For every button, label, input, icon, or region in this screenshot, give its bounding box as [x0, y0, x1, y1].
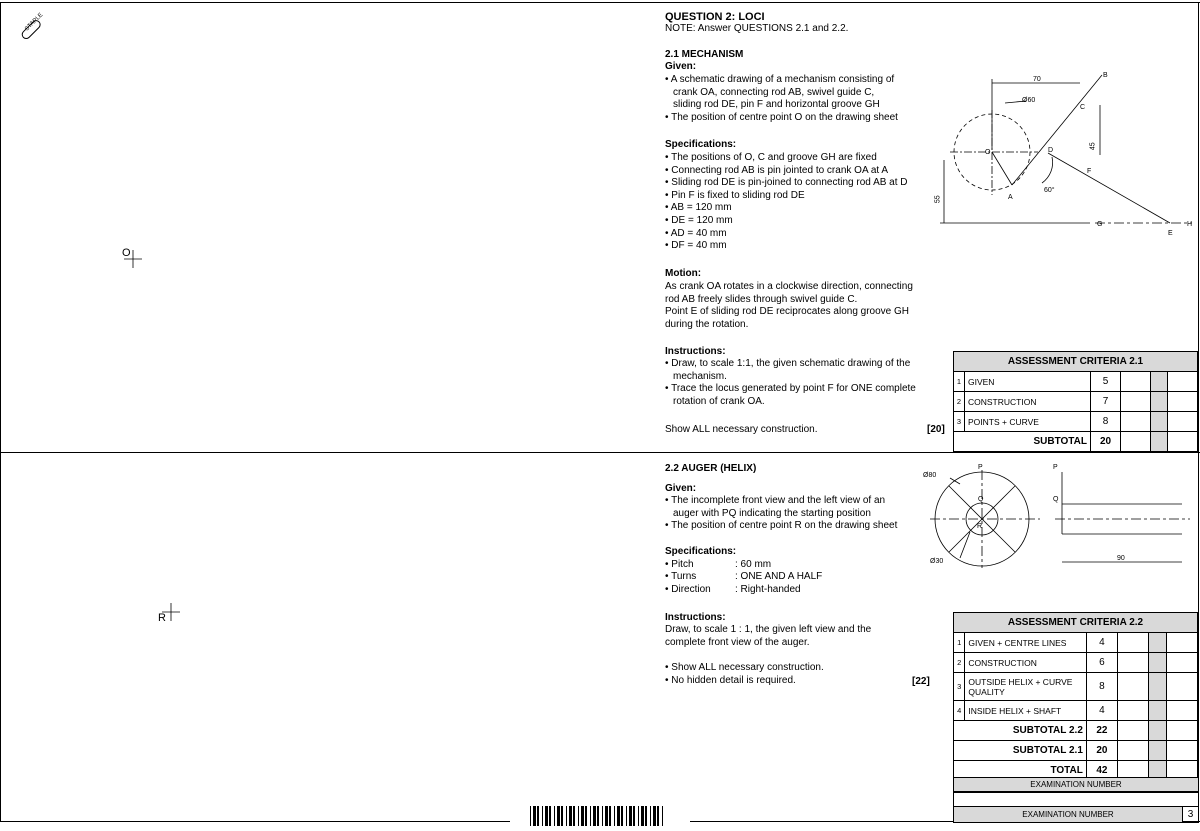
list-item: sliding rod DE, pin F and horizontal groove GH	[673, 99, 880, 111]
mech-label-g: G	[1097, 221, 1103, 228]
barcode-bar	[578, 806, 579, 826]
score-cell[interactable]	[1166, 673, 1197, 701]
assessment-21-title: ASSESSMENT CRITERIA 2.1	[954, 352, 1198, 372]
question-note: NOTE: Answer QUESTIONS 2.1 and 2.2.	[665, 23, 849, 34]
q22-instr-text	[665, 624, 871, 649]
barcode-bar	[549, 806, 551, 826]
barcode-bar	[593, 806, 596, 826]
score-cell[interactable]	[1168, 412, 1198, 432]
mech-label-h: H	[1187, 221, 1193, 228]
barcode-bar	[561, 806, 563, 826]
exam-number-field[interactable]	[953, 791, 1199, 807]
q22-marks: [22]	[912, 676, 930, 687]
q21-title: 2.1 MECHANISM	[665, 49, 744, 60]
q21-show-note: Show ALL necessary construction.	[665, 424, 818, 435]
score-cell[interactable]	[1118, 701, 1149, 721]
mechanism-drawing	[930, 65, 1198, 240]
dim-55-label: 55	[934, 195, 942, 204]
list-item: • DE = 120 mm	[665, 214, 733, 226]
barcode-bar	[629, 806, 632, 826]
q22-given-list	[665, 495, 897, 533]
point-o-cross	[124, 250, 142, 268]
score-cell[interactable]	[1118, 653, 1149, 673]
score-cell[interactable]	[1121, 392, 1151, 412]
barcode-bar	[617, 806, 620, 826]
barcode-bar	[554, 806, 555, 826]
q22-notes	[665, 662, 824, 687]
q21-marks: [20]	[927, 424, 945, 435]
barcode-icon	[530, 806, 665, 826]
table-row: 1 GIVEN 5	[954, 372, 1198, 392]
score-cell[interactable]	[1118, 741, 1149, 761]
point-r-label: R	[158, 612, 166, 624]
table-row: SUBTOTAL 2.2 22	[954, 721, 1198, 741]
auger-drawing	[920, 462, 1190, 572]
score-cell[interactable]	[1166, 633, 1197, 653]
mech-label-f: F	[1087, 168, 1092, 175]
barcode-bar	[569, 806, 572, 826]
table-row: 2 CONSTRUCTION 6	[954, 653, 1198, 673]
barcode-bar	[537, 806, 539, 826]
q21-given-list	[665, 74, 898, 124]
crank-oa	[992, 152, 1012, 185]
barcode-bar	[605, 806, 608, 826]
score-cell[interactable]	[1121, 412, 1151, 432]
page-border-bottom-left	[0, 821, 510, 822]
list-item: during the rotation.	[665, 318, 749, 330]
q22-title: 2.2 AUGER (HELIX)	[665, 463, 757, 474]
list-item: • The incomplete front view and the left view of an	[665, 495, 886, 506]
list-item: auger with PQ indicating the starting position	[673, 507, 871, 519]
table-row: SUBTOTAL 20	[954, 432, 1198, 452]
barcode-bar	[621, 806, 623, 826]
q22-instr-heading: Instructions:	[665, 612, 726, 623]
score-cell[interactable]	[1166, 653, 1197, 673]
barcode-bar	[638, 806, 639, 826]
barcode-bar	[653, 806, 656, 826]
barcode-bar	[566, 806, 567, 826]
question-title: QUESTION 2: LOCI	[665, 11, 765, 23]
barcode-bar	[602, 806, 603, 826]
list-item: • DF = 40 mm	[665, 240, 727, 252]
barcode-bar	[650, 806, 651, 826]
barcode-bar	[662, 806, 663, 826]
mech-label-d: D	[1048, 147, 1054, 154]
score-cell[interactable]	[1118, 673, 1149, 701]
list-item: • The position of centre point R on the drawing sheet	[665, 520, 898, 532]
sliding-rod-de	[1048, 153, 1170, 223]
q21-instr-list	[665, 358, 916, 408]
q21-given-heading: Given:	[665, 61, 697, 72]
list-item: rotation of crank OA.	[673, 395, 765, 407]
list-item: • No hidden detail is required.	[665, 674, 796, 686]
score-cell[interactable]	[1121, 432, 1151, 452]
score-cell[interactable]	[1166, 701, 1197, 721]
q21-instr-heading: Instructions:	[665, 346, 726, 357]
list-item: • The positions of O, C and groove GH are fixed	[665, 152, 877, 163]
assessment-22-title: ASSESSMENT CRITERIA 2.2	[954, 613, 1198, 633]
dim-dia80-label: Ø80	[923, 472, 937, 479]
staple-label: STAPLE	[24, 12, 45, 33]
list-item: • A schematic drawing of a mechanism consisting of	[665, 74, 895, 85]
list-item: As crank OA rotates in a clockwise direction, connecting	[665, 281, 913, 292]
page-border-top	[0, 2, 1200, 3]
score-cell[interactable]	[1121, 372, 1151, 392]
mech-label-b: B	[1103, 72, 1108, 79]
assessment-table-21	[953, 351, 1198, 452]
score-cell[interactable]	[1168, 372, 1198, 392]
auger-label-q-left: Q	[978, 496, 984, 503]
point-o-label: O	[122, 247, 131, 259]
list-item: rod AB freely slides through swivel guide C.	[665, 293, 858, 305]
barcode-bar	[614, 806, 615, 826]
barcode-bar	[633, 806, 635, 826]
q21-motion-heading: Motion:	[665, 268, 702, 279]
angle-60-label: 60°	[1044, 187, 1055, 194]
mech-label-e: E	[1168, 230, 1173, 237]
barcode-bar	[573, 806, 575, 826]
mech-label-a: A	[1008, 194, 1013, 201]
table-row: 3 POINTS + CURVE 8	[954, 412, 1198, 432]
q22-spec-heading: Specifications:	[665, 546, 737, 557]
dim-70-label: 70	[1033, 76, 1041, 83]
barcode-bar	[533, 806, 536, 826]
exam-number-header: EXAMINATION NUMBER	[953, 777, 1199, 793]
section-divider	[0, 452, 1200, 453]
barcode-bar	[542, 806, 543, 826]
list-item: • Pin F is fixed to sliding rod DE	[665, 189, 805, 201]
score-cell[interactable]	[1168, 392, 1198, 412]
barcode-bar	[609, 806, 611, 826]
table-row: TOTAL 42	[954, 761, 1198, 781]
dim-dia30-label: Ø30	[930, 558, 944, 565]
barcode-bar	[597, 806, 599, 826]
list-item: Point E of sliding rod DE reciprocates along groove GH	[665, 306, 910, 318]
page-border-left	[0, 2, 1, 822]
point-r-cross	[162, 603, 180, 621]
dim-90-label: 90	[1117, 555, 1125, 562]
barcode-bar	[545, 806, 548, 826]
angle-arc	[1042, 157, 1053, 183]
q21-spec-heading: Specifications:	[665, 139, 737, 150]
table-row: 2 CONSTRUCTION 7	[954, 392, 1198, 412]
list-item: • AB = 120 mm	[665, 202, 732, 214]
mech-label-c: C	[1080, 104, 1086, 111]
barcode-bar	[657, 806, 659, 826]
auger-label-p-left: P	[978, 464, 983, 471]
score-cell[interactable]	[1118, 633, 1149, 653]
list-item: complete front view of the auger.	[665, 636, 810, 648]
barcode-bar	[626, 806, 627, 826]
list-item: • Pitch : 60 mm	[665, 559, 772, 570]
list-item: • The position of centre point O on the drawing sheet	[665, 111, 898, 123]
list-item: crank OA, connecting rod AB, swivel guide C,	[673, 86, 875, 98]
barcode-bar	[585, 806, 587, 826]
barcode-bar	[581, 806, 584, 826]
barcode-bar	[590, 806, 591, 826]
barcode-bar	[530, 806, 531, 826]
table-row: SUBTOTAL 2.1 20	[954, 741, 1198, 761]
list-item: mechanism.	[673, 370, 727, 382]
list-item: • Draw, to scale 1:1, the given schematic drawing of the	[665, 358, 911, 369]
score-cell[interactable]	[1166, 741, 1197, 761]
exam-number-footer: EXAMINATION NUMBER	[953, 806, 1183, 823]
list-item: • Connecting rod AB is pin jointed to crank OA at A	[665, 164, 889, 176]
barcode-bar	[645, 806, 647, 826]
list-item: • Sliding rod DE is pin-joined to connecting rod AB at D	[665, 177, 908, 189]
score-cell[interactable]	[1166, 721, 1197, 741]
mech-label-o: O	[985, 149, 991, 156]
list-item: Draw, to scale 1 : 1, the given left view and the	[665, 624, 872, 635]
table-row: 1 GIVEN + CENTRE LINES 4	[954, 633, 1198, 653]
list-item: • Direction : Right-handed	[665, 583, 801, 595]
dim-45-label: 45	[1089, 142, 1097, 151]
list-item: • Turns : ONE AND A HALF	[665, 571, 823, 583]
q22-given-heading: Given:	[665, 483, 697, 494]
score-cell[interactable]	[1118, 721, 1149, 741]
barcode-bar	[557, 806, 560, 826]
list-item: • Show ALL necessary construction.	[665, 662, 824, 673]
auger-label-p-right: P	[1053, 464, 1058, 471]
table-row: 3 OUTSIDE HELIX + CURVE QUALITY 8	[954, 673, 1198, 701]
barcode-bar	[641, 806, 644, 826]
q22-spec-list	[665, 559, 822, 596]
list-item: • AD = 40 mm	[665, 227, 727, 239]
list-item: • Trace the locus generated by point F for ONE complete	[665, 383, 916, 395]
assessment-table-22	[953, 612, 1198, 781]
auger-label-r: R	[977, 523, 983, 530]
page-number: 3	[1182, 806, 1199, 823]
q21-spec-list	[665, 152, 908, 253]
score-cell[interactable]	[1168, 432, 1198, 452]
table-row: 4 INSIDE HELIX + SHAFT 4	[954, 701, 1198, 721]
auger-label-q-right: Q	[1053, 496, 1059, 503]
page-border-right	[1198, 2, 1199, 822]
q21-motion-text	[665, 281, 913, 331]
dim-dia60-label: Ø60	[1022, 97, 1036, 104]
